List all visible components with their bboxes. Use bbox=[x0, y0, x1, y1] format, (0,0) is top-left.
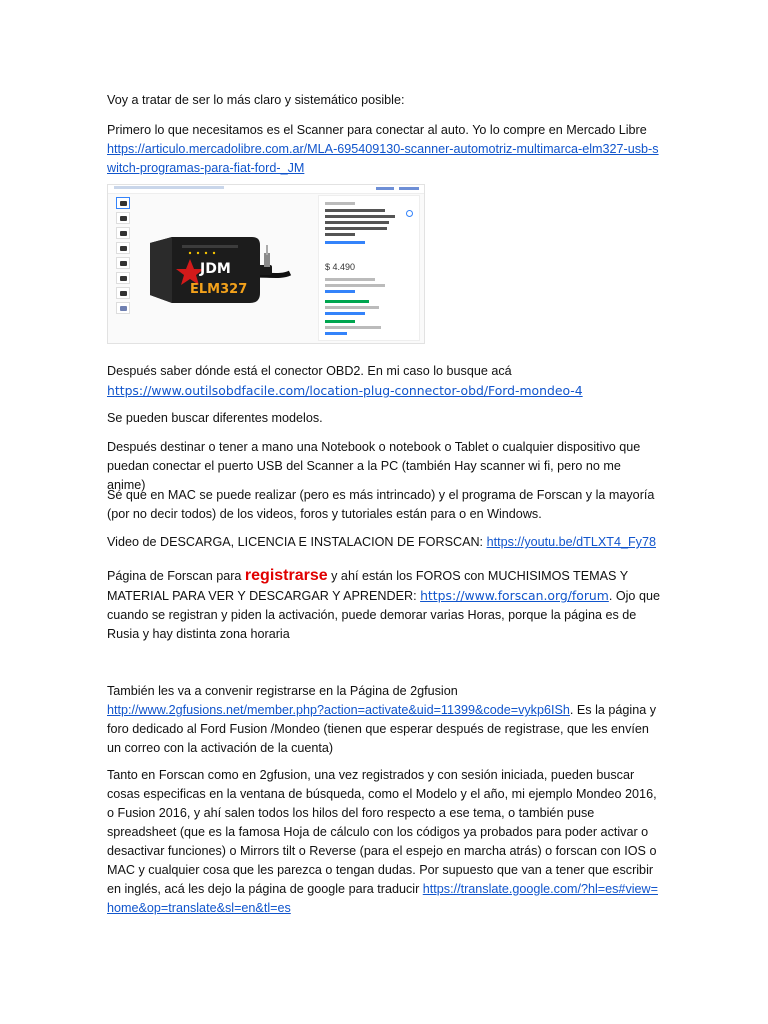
forscan-forum-link[interactable]: https://www.forscan.org/forum bbox=[420, 588, 609, 603]
paragraph-video bbox=[107, 533, 662, 552]
forscan-text-a: Página de Forscan para bbox=[107, 569, 245, 583]
thumbnail bbox=[116, 257, 130, 269]
sell-link bbox=[399, 187, 419, 190]
scanner-text: Primero lo que necesitamos es el Scanner para conectar al auto. Yo lo compre en Mercado Libre bbox=[107, 123, 647, 137]
elm327-scanner-picture bbox=[142, 215, 292, 325]
video-text: Video de DESCARGA, LICENCIA E INSTALACION DE FORSCAN: bbox=[107, 535, 487, 549]
share-link bbox=[376, 187, 394, 190]
paragraph-obd2 bbox=[107, 362, 662, 401]
thumbnail bbox=[116, 242, 130, 254]
listing-header-bar bbox=[108, 185, 424, 194]
2gfusion-text-a: También les va a convenir registrarse en la Página de 2gfusion bbox=[107, 684, 458, 698]
device-brand: JDM bbox=[200, 261, 231, 277]
obd2-location-link[interactable]: https://www.outilsobdfacile.com/location-plug-connector-obd/Ford-mondeo-4 bbox=[107, 383, 583, 398]
paragraph-forscan bbox=[107, 566, 662, 644]
thumbnail bbox=[116, 197, 130, 209]
product-info-panel bbox=[318, 195, 420, 341]
thumbnail-strip bbox=[116, 197, 134, 317]
paragraph-search-tips bbox=[107, 766, 662, 918]
thumbnail bbox=[116, 302, 130, 314]
favorite-icon bbox=[406, 210, 413, 217]
paragraph-mac: Sé que en MAC se puede realizar (pero es más intrincado) y el programa de Forscan y la mayoría (por no decir todos) de los videos, foros y tutoriales están para o en Windows. bbox=[107, 488, 655, 521]
youtube-link[interactable]: https://youtu.be/dTLXT4_Fy78 bbox=[486, 535, 656, 549]
product-listing-image bbox=[107, 184, 425, 344]
thumbnail bbox=[116, 227, 130, 239]
thumbnail bbox=[116, 272, 130, 284]
forscan-text-b: y ahí están los FOROS con MUCHISIMOS TEMAS Y MATERIAL PARA VER Y DESCARGAR Y APRENDER: bbox=[107, 569, 628, 603]
thumbnail bbox=[116, 212, 130, 224]
paragraph-2gfusion bbox=[107, 682, 662, 758]
obd2-text: Después saber dónde está el conector OBD2. En mi caso lo busque acá bbox=[107, 364, 512, 378]
paragraph-notebook: Después destinar o tener a mano una Notebook o notebook o Tablet o cualquier dispositivo que puedan conectar el puerto USB del Scanner a la PC (también Hay scanner wi fi, pero no me anime) bbox=[107, 440, 641, 492]
thumbnail bbox=[116, 287, 130, 299]
device-model: ELM327 bbox=[190, 282, 248, 297]
forscan-text-c: . Ojo que cuando se registran y piden la activación, puede demorar varias Horas, porque la página es de Rusia y hay distinta zona horaria bbox=[107, 589, 660, 641]
listing-price: $ 4.490 bbox=[325, 262, 356, 272]
search-tips-text: Tanto en Forscan como en 2gfusion, una vez registrados y con sesión iniciada, pueden buscar cosas especificas en la ventana de búsqueda, como el Modelo y el año, mi ejemplo Mondeo 2016, o Fusion 2016, y ahí salen todos los hilos del foro respecto a ese tema, o también puse spreadsheet (que es la famosa Hoja de cálculo con los códigos ya probados para poder activar o desactivar funciones) o Mirrors tilt o Reverse (para el espejo en marcha atrás) o forscan con IOS o MAC y cualquier cosa que les parezca o tengan dudas. Por supuesto que van a tener que escribir en inglés, acá les dejo la página de google para traducir bbox=[107, 768, 657, 896]
registrarse-highlight: registrarse bbox=[244, 567, 328, 584]
2gfusion-text-b: . Es la página y foro dedicado al Ford Fusion /Mondeo (tienen que esperar después de registrase, que les envíen un correo con la activación de la cuenta) bbox=[107, 703, 656, 755]
paragraph-intro: Voy a tratar de ser lo más claro y sistemático posible: bbox=[107, 93, 405, 107]
paragraph-scanner bbox=[107, 121, 662, 178]
paragraph-models: Se pueden buscar diferentes modelos. bbox=[107, 411, 323, 425]
2gfusion-link[interactable]: http://www.2gfusions.net/member.php?action=activate&uid=11399&code=vykp6ISh bbox=[107, 703, 570, 717]
breadcrumb bbox=[114, 186, 224, 189]
mercadolibre-link[interactable]: https://articulo.mercadolibre.com.ar/MLA-695409130-scanner-automotriz-multimarca-elm327-usb-switch-programas-para-fiat-ford-_JM bbox=[107, 142, 659, 175]
google-translate-link[interactable]: https://translate.google.com/?hl=es#view=home&op=translate&sl=en&tl=es bbox=[107, 882, 658, 915]
